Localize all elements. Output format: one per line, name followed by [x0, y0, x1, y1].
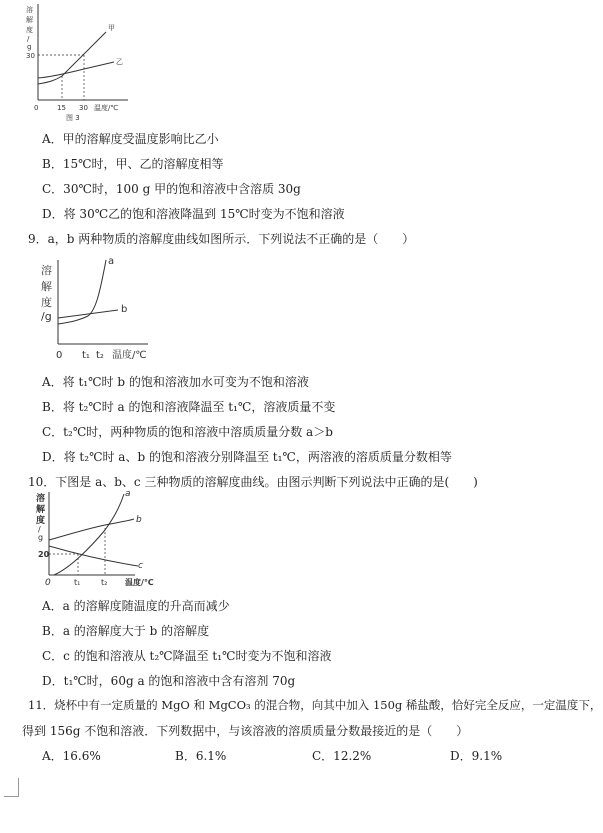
q10-chart-curve-c: [49, 546, 138, 566]
q9-chart-ylabel-1: 解: [41, 280, 52, 293]
chart1-ylabel-4: g: [27, 43, 32, 51]
q10-chart-ylabel-3: /: [38, 525, 41, 534]
chart1-ylabel-2: 度: [26, 26, 33, 34]
page-corner-mark-left: [4, 778, 19, 797]
chart1-series-jia: 甲: [108, 24, 115, 32]
q10-chart-xlabel: 温度/℃: [125, 578, 154, 587]
q10-chart-ylabel-0: 溶: [36, 494, 46, 504]
q9-chart-ylabel-0: 溶: [41, 264, 52, 277]
q9-chart-xtick-t2: t₂: [96, 350, 104, 361]
q10-chart-xtick-t1: t₁: [74, 578, 81, 587]
q9-option-b: B．将 t₂℃时 a 的饱和溶液降温至 t₁℃，溶液质量不变: [42, 400, 336, 414]
q11-option-a: A．16.6%: [42, 749, 101, 763]
q10-option-d: D．t₁℃时，60g a 的饱和溶液中含有溶剂 70g: [42, 674, 296, 688]
q9-option-c: C．t₂℃时，两种物质的饱和溶液中溶质质量分数 a＞b: [42, 425, 333, 439]
q9-option-d: D．将 t₂℃时 a、b 的饱和溶液分别降温至 t₁℃，两溶液的溶质质量分数相等: [42, 450, 452, 464]
q10-chart-curve-b: [49, 519, 134, 540]
q11-option-b: B．6.1%: [175, 749, 227, 763]
q9-stem: 9．a，b 两种物质的溶解度曲线如图所示．下列说法不正确的是（ ）: [28, 232, 415, 246]
q10-chart-series-c: c: [138, 561, 143, 571]
q10-chart-ylabel-1: 解: [36, 505, 46, 515]
chart1-caption: 图 3: [66, 114, 80, 122]
chart1-xtick-0: 0: [34, 104, 39, 112]
q10-chart-ylabel-4: g: [38, 533, 44, 542]
chart1-ylabel-3: /: [27, 35, 30, 43]
q9-chart-curve-b: [58, 310, 118, 318]
q10-chart-series-b: b: [136, 515, 142, 525]
q10-chart-xtick-0: 0: [45, 578, 51, 588]
q9-chart-xtick-t1: t₁: [82, 350, 90, 361]
q8-option-a: A．甲的溶解度受温度影响比乙小: [42, 132, 219, 146]
chart1-ytick-30: 30: [26, 52, 35, 60]
q9-option-a: A．将 t₁℃时 b 的饱和溶液加水可变为不饱和溶液: [42, 375, 309, 389]
chart1-xtick-15: 15: [57, 104, 66, 112]
chart1-curve-yi: [38, 62, 114, 78]
q9-chart-series-b: b: [121, 304, 128, 315]
solubility-chart-1: [22, 0, 142, 125]
q10-chart-ytick-20: 20: [38, 550, 50, 559]
q11-stem-line1: 11．烧杯中有一定质量的 MgO 和 MgCO₃ 的混合物，向其中加入 150g 稀盐酸，恰好完全反应，一定温度下，: [28, 698, 602, 712]
chart1-curve-jia: [38, 32, 106, 84]
q8-option-b: B．15℃时，甲、乙的溶解度相等: [42, 157, 224, 171]
chart1-series-yi: 乙: [116, 58, 123, 66]
q9-chart-xlabel: 温度/℃: [112, 350, 147, 361]
q10-option-c: C．c 的饱和溶液从 t₂℃降温至 t₁℃时变为不饱和溶液: [42, 649, 332, 663]
q9-chart-ylabel-3: /g: [41, 310, 52, 323]
q11-option-c: C．12.2%: [312, 749, 372, 763]
solubility-chart-q9: [38, 252, 158, 364]
chart1-xtick-30: 30: [79, 104, 88, 112]
q10-chart-xtick-t2: t₂: [101, 578, 108, 587]
q9-chart-xtick-0: 0: [56, 350, 63, 361]
q11-option-d: D．9.1%: [450, 749, 503, 763]
q10-option-b: B．a 的溶解度大于 b 的溶解度: [42, 624, 210, 638]
q8-option-d: D．将 30℃乙的饱和溶液降温到 15℃时变为不饱和溶液: [42, 207, 345, 221]
chart1-ylabel-0: 溶: [26, 6, 33, 14]
q10-chart-series-a: a: [125, 489, 131, 499]
q11-stem-line2: 得到 156g 不饱和溶液．下列数据中，与该溶液的溶质质量分数最接近的是（ ）: [22, 724, 469, 738]
chart1-ylabel-1: 解: [26, 16, 33, 24]
q9-chart-series-a: a: [108, 256, 115, 267]
chart1-xlabel: 温度/℃: [94, 104, 119, 112]
q10-chart-ylabel-2: 度: [36, 516, 46, 526]
q8-option-c: C．30℃时，100 g 甲的饱和溶液中含溶质 30g: [42, 182, 301, 196]
q10-chart-curve-a: [54, 494, 124, 575]
solubility-chart-q10: [30, 488, 160, 592]
q9-chart-ylabel-2: 度: [41, 296, 52, 309]
q10-option-a: A．a 的溶解度随温度的升高而减少: [42, 599, 230, 613]
q10-stem: 10．下图是 a、b、c 三种物质的溶解度曲线。由图示判断下列说法中正确的是( ): [28, 475, 478, 489]
